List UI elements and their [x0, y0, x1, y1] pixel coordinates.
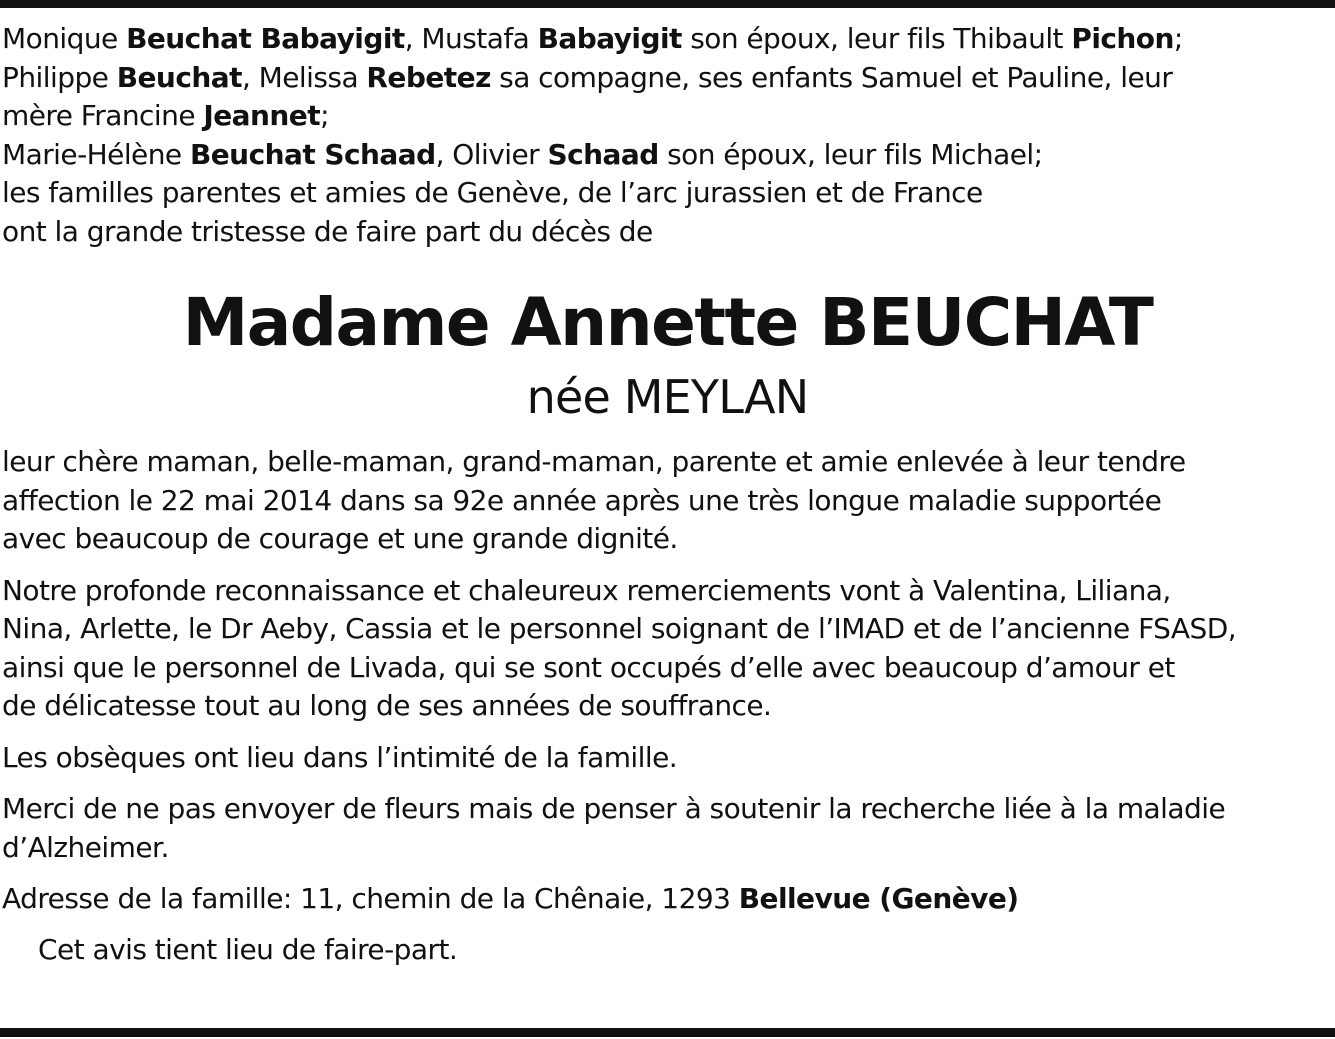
- paragraph-line: Nina, Arlette, le Dr Aeby, Cassia et le personnel soignant de l’IMAD et de l’ancienne FSASD,: [2, 612, 1237, 645]
- paragraph-line: Notre profonde reconnaissance et chaleureux remerciements vont à Valentina, Liliana,: [2, 573, 1171, 607]
- family-line-6: ont la grande tristesse de faire part du décès de: [2, 214, 653, 248]
- address-line: [2, 880, 1333, 919]
- text: Marie-Hélène: [2, 137, 190, 171]
- family-announcement: [2, 20, 1333, 251]
- text: ;: [1173, 22, 1183, 55]
- paragraph-line: leur chère maman, belle-maman, grand-maman, parente et amie enlevée à leur tendre: [2, 445, 1186, 478]
- flowers-paragraph: [2, 790, 1333, 867]
- text: sa compagne, ses enfants Samuel et Pauline, leur: [490, 60, 1173, 94]
- text: mère Francine: [2, 99, 204, 132]
- paragraph-line: avec beaucoup de courage et une grande dignité.: [2, 522, 678, 555]
- thanks-paragraph: [2, 572, 1333, 726]
- funeral-paragraph: [2, 739, 1333, 778]
- address-text: Adresse de la famille: 11, chemin de la Chênaie, 1293: [2, 882, 739, 915]
- text: , Mustafa: [404, 22, 538, 55]
- family-line-2: [2, 59, 1333, 98]
- family-line-5: les familles parentes et amies de Genève, de l’arc jurassien et de France: [2, 176, 983, 209]
- text: , Melissa: [241, 60, 367, 94]
- text: son époux, leur fils Thibault: [681, 22, 1072, 55]
- text: Philippe: [2, 60, 117, 94]
- family-line-1: [2, 20, 1333, 59]
- text: , Olivier: [435, 137, 548, 171]
- closing-note: Cet avis tient lieu de faire-part.: [38, 932, 458, 966]
- surname: Schaad: [547, 137, 659, 171]
- paragraph-line: Les obsèques ont lieu dans l’intimité de la famille.: [2, 740, 678, 774]
- paragraph-line: d’Alzheimer.: [2, 830, 169, 864]
- paragraph-line: Merci de ne pas envoyer de fleurs mais de penser à soutenir la recherche liée à la maladie: [2, 792, 1226, 825]
- top-rule: [0, 0, 1335, 8]
- text: Monique: [2, 22, 127, 55]
- maiden-name: née MEYLAN: [526, 370, 809, 424]
- surname: Rebetez: [366, 60, 491, 94]
- surname: Jeannet: [203, 99, 321, 132]
- text: ;: [320, 99, 329, 132]
- text: son époux, leur fils Michael;: [658, 137, 1043, 171]
- paragraph-line: affection le 22 mai 2014 dans sa 92e année après une très longue maladie supportée: [2, 483, 1162, 517]
- paragraph-line: de délicatesse tout au long de ses années de souffrance.: [2, 689, 772, 722]
- surname: Babayigit: [537, 22, 682, 55]
- surname: Beuchat Babayigit: [126, 22, 405, 55]
- tribute-paragraph: [2, 443, 1333, 559]
- family-line-3: [2, 97, 1333, 136]
- address-town: Bellevue (Genève): [738, 882, 1019, 915]
- paragraph-line: ainsi que le personnel de Livada, qui se sont occupés d’elle avec beaucoup d’amour et: [2, 650, 1175, 684]
- surname: Beuchat Schaad: [189, 137, 436, 171]
- bottom-rule: [0, 1028, 1335, 1037]
- obituary-notice: [2, 20, 1333, 969]
- deceased-name: Madame Annette BEUCHAT: [182, 284, 1153, 361]
- family-line-4: [2, 136, 1333, 175]
- address-paragraph: [2, 880, 1333, 919]
- surname: Pichon: [1071, 22, 1174, 55]
- surname: Beuchat: [116, 60, 242, 94]
